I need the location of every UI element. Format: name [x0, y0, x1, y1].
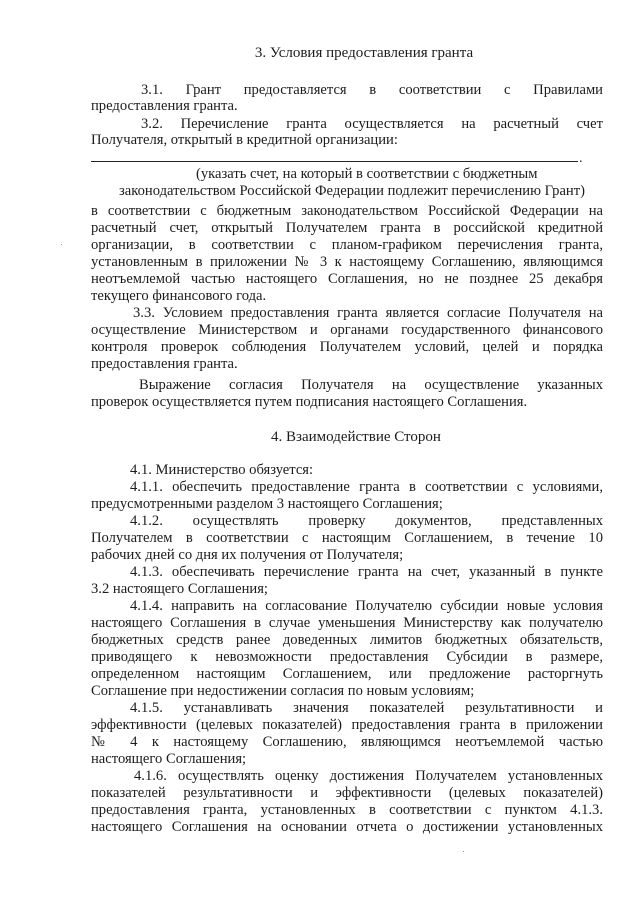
section-4-heading: 4. Взаимодействие Сторон — [271, 429, 441, 445]
paragraph-line: 4.1.5. устанавливать значения показателей результативности и — [130, 700, 603, 716]
paragraph-line: предоставления гранта. — [91, 356, 238, 372]
paragraph-line: 3.2. Перечисление гранта осуществляется на расчетный счет — [141, 116, 603, 132]
paragraph-line: установленным в приложении № 3 к настоящему Соглашению, являющимся — [91, 254, 603, 270]
paragraph-line: бюджетных средств ранее доведенных лимитов бюджетных обязательств, — [91, 632, 603, 648]
paragraph-line: осуществление Министерством и органами государственного финансового — [91, 322, 603, 338]
paragraph-line: определенном настоящим Соглашением, или предложение расторгнуть — [91, 666, 603, 682]
account-blank-line — [91, 161, 578, 162]
paragraph-line: Получателя, открытый в кредитной организации: — [91, 132, 398, 148]
paragraph-line: настоящего Соглашения; — [91, 751, 247, 767]
paragraph-line: приводящего к невозможности предоставления Субсидии в размере, — [91, 649, 603, 665]
paragraph-line: показателей результативности и эффективности (целевых показателей) — [91, 785, 603, 801]
paragraph-line: 4.1.2. осуществлять проверку документов, представленных — [130, 513, 603, 529]
paragraph-line: неотъемлемой частью настоящего Соглашения, но не позднее 25 декабря — [91, 271, 603, 287]
paragraph-line: контроля проверок соблюдения Получателем условий, целей и порядка — [91, 339, 603, 355]
paragraph-line: № 4 к настоящему Соглашению, являющимся неотъемлемой частью — [91, 734, 603, 750]
paragraph-line: рабочих дней со дня их получения от Получателя; — [91, 547, 404, 563]
paragraph-line: текущего финансового года. — [91, 288, 267, 304]
paragraph-line: организации, в соответствии с планом-графиком перечисления гранта, — [91, 237, 603, 253]
paragraph-line: 3.1. Грант предоставляется в соответствии с Правилами — [141, 82, 603, 98]
paragraph-line: Соглашение при недостижении согласия по новым условиям; — [91, 683, 475, 699]
paragraph-line: предоставления гранта, установленных в соответствии с пунктом 4.1.3. — [91, 802, 603, 818]
paragraph-line: в соответствии с бюджетным законодательством Российской Федерации на — [91, 203, 603, 219]
paragraph-line: 3.2 настоящего Соглашения; — [91, 581, 268, 597]
paragraph-line: 4.1.6. осуществлять оценку достижения Получателем установленных — [134, 768, 603, 784]
scan-speck — [61, 244, 62, 245]
paragraph-line: Выражение согласия Получателя на осуществление указанных — [139, 377, 603, 393]
hint-line: законодательством Российской Федерации подлежит перечислению Грант) — [119, 183, 585, 199]
scan-speck — [463, 851, 464, 852]
paragraph-line: 4.1. Министерство обязуется: — [130, 462, 314, 478]
paragraph-line: 4.1.3. обеспечивать перечисление гранта на счет, указанный в пункте — [130, 564, 603, 580]
paragraph-line: предоставления гранта. — [91, 98, 238, 114]
paragraph-line: 3.3. Условием предоставления гранта является согласие Получателя на — [133, 305, 603, 321]
paragraph-line: настоящего Соглашения в случае уменьшения Министерству как получателю — [91, 615, 603, 631]
paragraph-line: предусмотренными разделом 3 настоящего Соглашения; — [91, 496, 443, 512]
paragraph-line: 4.1.1. обеспечить предоставление гранта в соответствии с условиями, — [130, 479, 603, 495]
blank-line-dot: . — [579, 151, 583, 166]
paragraph-line: расчетный счет, открытый Получателем гранта в российской кредитной — [91, 220, 603, 236]
section-3-heading: 3. Условия предоставления гранта — [254, 45, 474, 61]
paragraph-line: эффективности (целевых показателей) предоставления гранта в приложении — [91, 717, 603, 733]
paragraph-line: 4.1.4. направить на согласование Получателю субсидии новые условия — [130, 598, 603, 614]
paragraph-line: настоящего Соглашения на основании отчета о достижении установленных — [91, 819, 603, 835]
paragraph-line: Получателем в соответствии с настоящим Соглашением, в течение 10 — [91, 530, 603, 546]
hint-line: (указать счет, на который в соответствии с бюджетным — [196, 166, 538, 182]
paragraph-line: проверок осуществляется путем подписания настоящего Соглашения. — [91, 394, 528, 410]
